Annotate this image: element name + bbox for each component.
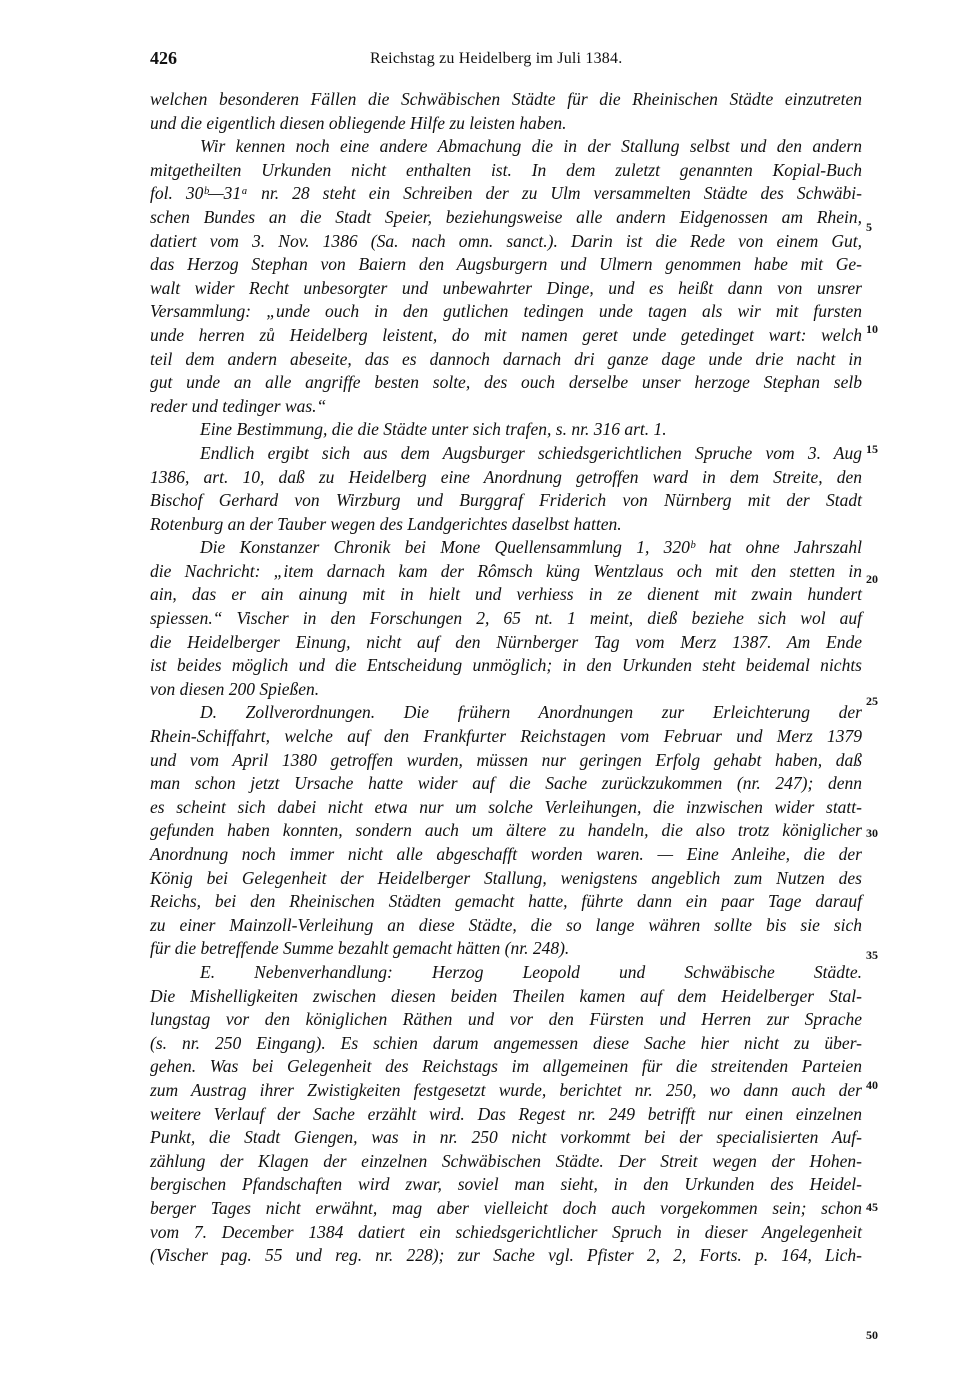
text-line: und die eigentlich diesen obliegende Hilfe zu leisten haben. — [150, 112, 567, 133]
text-line: Versammlung: „unde ouch in den gutlichen tedingen unde tagen als wir mit fursten — [150, 301, 862, 322]
text-line: datiert vom 3. Nov. 1386 (Sa. nach omn. sanct.). Darin ist die Rede von einem Gut, — [150, 230, 862, 251]
text-line: die Nachricht: „item darnach kam der Rômsch küng Wentzlaus och mit den stetten in — [150, 560, 862, 581]
text-line: zu einer Mainzoll-Verleihung an diese Städte, die so lange währen sollte bis sie sich — [150, 914, 862, 935]
text-line: Eine Bestimmung, die die Städte unter sich trafen, s. nr. 316 art. 1. — [200, 419, 667, 440]
line-number: 20 — [866, 572, 878, 586]
text-line: von diesen 200 Spießen. — [150, 678, 320, 699]
line-number: 25 — [866, 694, 878, 708]
section-heading-line: D. Zollverordnungen. Die frühern Anordnungen zur Erleichterung der — [200, 702, 862, 723]
text-line: Reichs, bei den Rheinischen Städten gemacht hatte, führte dann ein paar Tage darauf — [150, 891, 862, 912]
text-line: Anordnung noch immer nicht alle abgeschafft worden waren. — Eine Anleihe, die der — [150, 844, 862, 864]
section-heading-line: E. Nebenverhandlung: Herzog Leopold und Schwäbische Städte. — [200, 961, 862, 982]
text-line: lungstag vor den königlichen Räthen und vor den Fürsten und Herren zur Sprache — [150, 1009, 862, 1030]
text-line: Rotenburg an der Tauber wegen des Landgerichtes daselbst hatten. — [150, 513, 622, 534]
text-line: berger Tages nicht erwähnt, mag aber vielleicht doch auch vorgekommen sein; schon — [150, 1197, 862, 1218]
line-number: 50 — [866, 1328, 878, 1342]
line-number: 10 — [866, 322, 878, 336]
text-line: Bischof Gerhard von Wirzburg und Burggraf Friderich von Nürnberg mit der Stadt — [150, 490, 862, 511]
text-line: (Vischer pag. 55 und reg. nr. 228); zur Sache vgl. Pfister 2, 2, Forts. p. 164, Lich- — [150, 1245, 862, 1266]
text-line: 1386, art. 10, daß zu Heidelberg eine Anordnung getroffen ward in dem Streite, den — [150, 466, 862, 487]
text-line: Wir kennen noch eine andere Abmachung die in der Stallung selbst und den andern — [200, 136, 862, 157]
text-line: und vom April 1380 getroffen wurden, müssen nur geringen Erfolg gehabt haben, daß — [150, 749, 862, 770]
line-number: 5 — [866, 220, 872, 234]
text-line: spiessen.“ Vischer in den Forschungen 2, 65 nt. 1 meint, dieß beziehe sich wol auf — [150, 608, 862, 629]
text-line: Die Mishelligkeiten zwischen diesen beiden Theilen kamen auf dem Heidelberger Stal- — [150, 985, 862, 1006]
text-line: man schon jetzt Ursache hatte wider auf die Sache zurückzukommen (nr. 247); denn — [150, 773, 862, 794]
text-line: zum Austrag ihrer Zwistigkeiten festgesetzt wurde, berichtet nr. 250, wo dann auch der — [150, 1079, 862, 1100]
text-line: Rhein-Schiffahrt, welche auf den Frankfurter Reichstagen vom Februar und Merz 1379 — [150, 726, 862, 747]
text-line: weitere Verlauf der Sache erzählt wird. Das Regest nr. 249 betrifft nur einen einzelnen — [150, 1103, 862, 1124]
text-line: gehen. Was bei Gelegenheit des Reichstags im allgemeinen für die streitenden Parteien — [150, 1056, 862, 1077]
line-number: 45 — [866, 1200, 878, 1214]
text-line: teil dem andern abeseite, das es dannoch darnach dri ganze dage unde drie nacht in — [150, 348, 862, 369]
text-line: vom 7. December 1384 datiert ein schiedsgerichtlicher Spruch in dieser Angelegenheit — [150, 1221, 862, 1242]
text-line: König bei Gelegenheit der Heidelberger Stallung, wenigstens angeblich zum Nutzen des — [150, 867, 862, 888]
text-line: die Heidelberger Einung, nicht auf den Nürnberger Tag vom Merz 1387. Am Ende — [150, 631, 862, 652]
text-line: reder und tedinger was.“ — [150, 395, 327, 416]
text-line: für die betreffende Summe bezahlt gemacht hätten (nr. 248). — [150, 938, 570, 959]
text-line: mitgetheilten Urkunden nicht enthalten ist. In dem zuletzt genannten Kopial-Buch — [150, 159, 862, 180]
text-line: Endlich ergibt sich aus dem Augsburger schiedsgerichtlichen Spruche vom 3. Aug — [200, 442, 862, 463]
text-line: das Herzog Stephan von Baiern den Augsburgern und Ulmern genommen habe mit Ge- — [150, 254, 862, 275]
line-number: 35 — [866, 948, 878, 962]
text-line: ain, das er ain ainung mit in hielt und verhiess in ze dienent mit zwain hundert — [150, 584, 862, 605]
text-line: welchen besonderen Fällen die Schwäbischen Städte für die Rheinischen Städte einzutreten — [150, 89, 862, 109]
text-line: bergischen Pfandschaften wird zwar, soviel man sieht, in den Urkunden des Heidel- — [150, 1174, 862, 1195]
text-line: schen Bundes an die Stadt Speier, beziehungsweise alle andern Eidgenossen am Rhein, — [150, 206, 862, 227]
text-line: Die Konstanzer Chronik bei Mone Quellensammlung 1, 320ᵇ hat ohne Jahrszahl — [200, 537, 862, 558]
text-line: zählung der Klagen der einzelnen Schwäbischen Städte. Der Streit wegen der Hohen- — [150, 1150, 862, 1171]
text-line: walt wider Recht unbesorgter und unbewahrter Dinge, und es heißt dann von unsrer — [150, 277, 862, 298]
page-header — [150, 48, 870, 72]
text-line: gefunden haben konnten, sondern auch um ältere zu handeln, die also trotz königlicher — [150, 820, 862, 841]
text-line: Punkt, die Stadt Giengen, was in nr. 250 nicht vorkommt bei der specialisierten Auf- — [150, 1127, 862, 1148]
text-line: es scheint sich dabei nicht etwa nur um solche Verleihungen, die inzwischen wider statt- — [150, 796, 862, 817]
text-line: ist beides möglich und die Entscheidung unmöglich; in den Urkunden steht beidemal nichts — [150, 655, 862, 676]
text-line: unde herren zů Heidelberg leistent, do mit namen geret unde getedinget wart: welch — [150, 324, 862, 345]
line-number: 30 — [866, 826, 878, 840]
line-number: 15 — [866, 442, 878, 456]
line-number: 40 — [866, 1078, 878, 1092]
text-line: gut unde an alle angriffe besten solte, des ouch derselbe unser herzoge Stephan selb — [150, 372, 862, 393]
page-number: 426 — [150, 48, 177, 68]
text-line: fol. 30ᵇ—31ᵃ nr. 28 steht ein Schreiben der zu Ulm versammelten Städte des Schwäbi- — [150, 183, 862, 204]
running-head: Reichstag zu Heidelberg im Juli 1384. — [370, 50, 623, 67]
body-text — [150, 88, 862, 1268]
text-line: (s. nr. 250 Eingang). Es schien darum angemessen diese Sache hier nicht zu über- — [150, 1032, 862, 1053]
